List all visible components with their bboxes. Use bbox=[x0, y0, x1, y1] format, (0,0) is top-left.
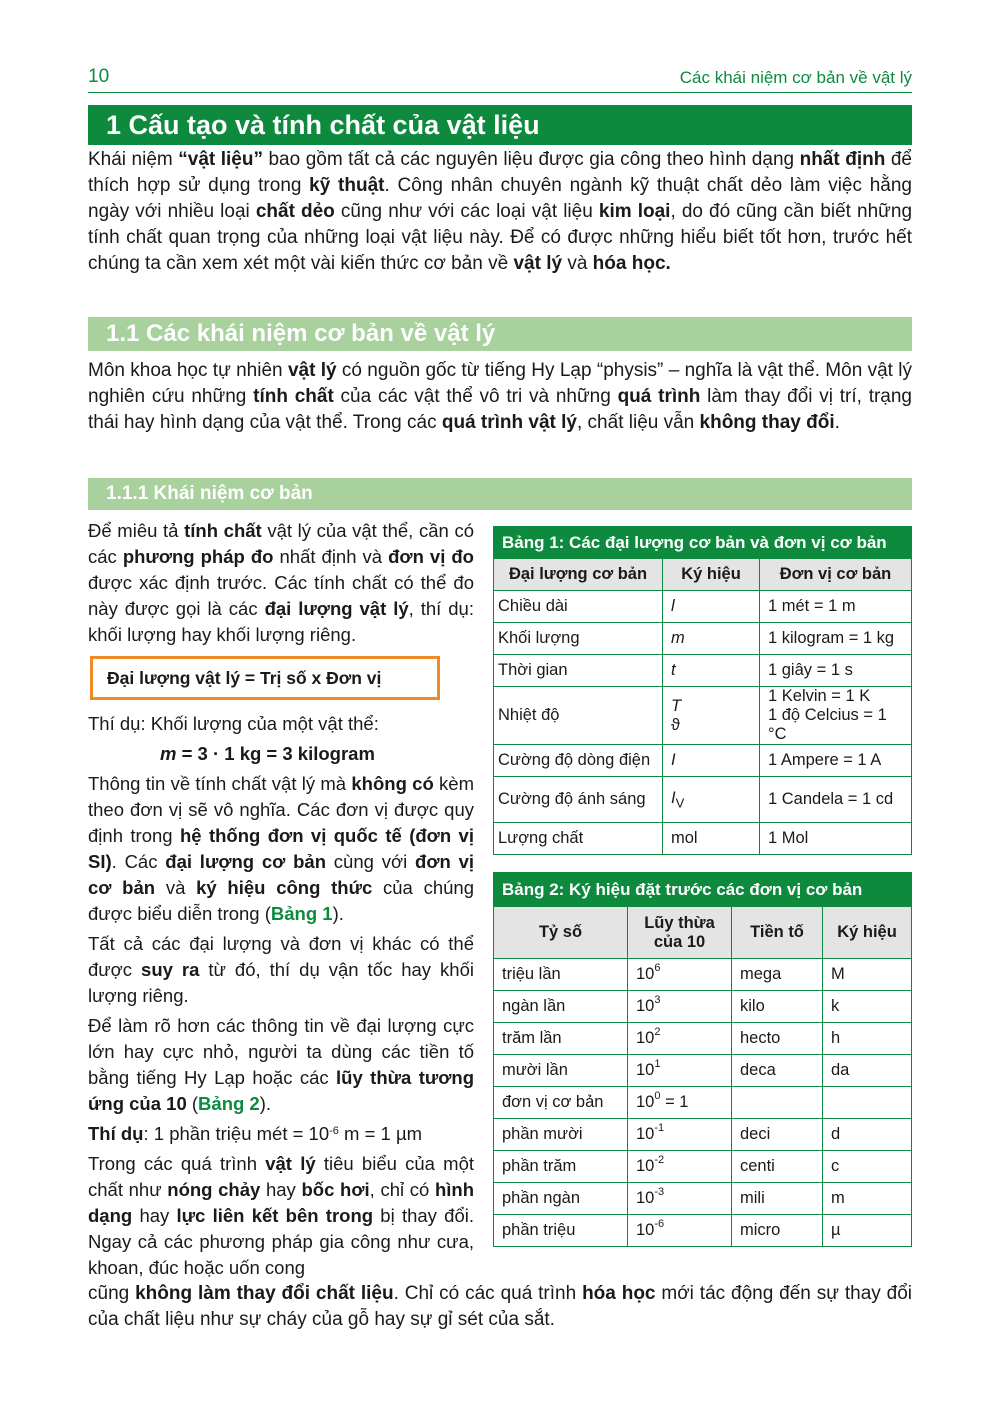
table-cell: Cường độ ánh sáng bbox=[494, 777, 663, 823]
table-row bbox=[494, 1087, 912, 1119]
table-cell: mili bbox=[732, 1183, 823, 1215]
table-cell: µ bbox=[823, 1215, 912, 1247]
table-cell: m bbox=[663, 623, 760, 655]
table-cell: c bbox=[823, 1151, 912, 1183]
table-cell: ngàn lần bbox=[494, 991, 628, 1023]
table-cell: $10^3$ bbox=[628, 991, 732, 1023]
example-intro: Thí dụ: Khối lượng của một vật thể: bbox=[88, 713, 379, 734]
table-cell: 1 giây = 1 s bbox=[760, 655, 912, 687]
paragraph-example: Thí dụ: 1 phần triệu mét = $10^{-6}$ m = 1 µm bbox=[88, 1123, 423, 1144]
table-cell: 1 Candela = 1 cd bbox=[760, 777, 912, 823]
table-cell: h bbox=[823, 1023, 912, 1055]
table-2-header: Tỷ số bbox=[494, 907, 628, 959]
table-cell: l bbox=[663, 591, 760, 623]
table-cell: $10^{-6}$ bbox=[628, 1215, 732, 1247]
intro-paragraph: Để miêu tả tính chất vật lý của vật thể, cần có các phương pháp đo nhất định và đơn vị đo được xác định trước. Các tính chất có thể đo này được gọi là các đại lượng vật lý, thí dụ: khối lượng hay khối lượng riêng. bbox=[88, 520, 474, 645]
table-cell: deca bbox=[732, 1055, 823, 1087]
table-cell: 1 kilogram = 1 kg bbox=[760, 623, 912, 655]
table-row bbox=[494, 623, 912, 655]
paragraph-physical-processes: Trong các quá trình vật lý tiêu biểu của một chất như nóng chảy hay bốc hơi, chỉ có hình dạng hay lực liên kết bên trong bị thay đổi. Ngay cả các phương pháp gia công như cưa, khoan, đúc hoặc uốn cong bbox=[88, 1153, 475, 1278]
table-cell: 1 Ampere = 1 A bbox=[760, 745, 912, 777]
table-2-header: Ký hiệu bbox=[823, 907, 912, 959]
table-cell: $10^{-3}$ bbox=[628, 1183, 732, 1215]
section-heading-1-1: 1.1 Các khái niệm cơ bản về vật lý bbox=[88, 317, 912, 351]
table-cell: mega bbox=[732, 959, 823, 991]
table-1-header: Đơn vị cơ bản bbox=[760, 559, 912, 591]
table-cell: $10^{-2}$ bbox=[628, 1151, 732, 1183]
table-cell: I bbox=[663, 745, 760, 777]
paragraph-derived: Tất cả các đại lượng và đơn vị khác có thể được suy ra từ đó, thí dụ vận tốc hay khối lượng riêng. bbox=[88, 933, 474, 1006]
page-number: 10 bbox=[88, 66, 110, 87]
table-cell: Thời gian bbox=[494, 655, 663, 687]
table-2-header: Lũy thừa của 10 bbox=[628, 907, 732, 959]
table-cell: Lượng chất bbox=[494, 823, 663, 855]
table-row bbox=[494, 1119, 912, 1151]
table-1-header: Đại lượng cơ bản bbox=[494, 559, 663, 591]
table-prefixes bbox=[493, 872, 912, 1247]
header-rule bbox=[88, 92, 912, 93]
table-cell: đơn vị cơ bản bbox=[494, 1087, 628, 1119]
table-cell: Cường độ dòng điện bbox=[494, 745, 663, 777]
table-row bbox=[494, 1151, 912, 1183]
table-row bbox=[494, 777, 912, 823]
table-cell: da bbox=[823, 1055, 912, 1087]
example-formula: m = 3 · 1 kg = 3 kilogram bbox=[160, 743, 375, 764]
section-heading-1: 1 Cấu tạo và tính chất của vật liệu bbox=[88, 105, 912, 145]
table-cell: triệu lần bbox=[494, 959, 628, 991]
left-column-body bbox=[88, 711, 474, 1285]
table-row bbox=[494, 1055, 912, 1087]
table-cell: micro bbox=[732, 1215, 823, 1247]
table-row bbox=[494, 823, 912, 855]
table-row bbox=[494, 745, 912, 777]
table-cell: hecto bbox=[732, 1023, 823, 1055]
running-title: Các khái niệm cơ bản về vật lý bbox=[679, 68, 912, 87]
table-cell: Chiều dài bbox=[494, 591, 663, 623]
table-cell: kilo bbox=[732, 991, 823, 1023]
table-row bbox=[494, 591, 912, 623]
table-cell: phần triệu bbox=[494, 1215, 628, 1247]
table-cell: $I_V$ bbox=[663, 777, 760, 823]
table-cell: phần ngàn bbox=[494, 1183, 628, 1215]
table-2-caption: Bảng 2: Ký hiệu đặt trước các đơn vị cơ bản bbox=[494, 873, 912, 907]
table-row bbox=[494, 655, 912, 687]
table-1-caption: Bảng 1: Các đại lượng cơ bản và đơn vị cơ bản bbox=[494, 527, 912, 559]
closing-paragraph: cũng không làm thay đổi chất liệu. Chỉ có các quá trình hóa học mới tác động đến sự thay đổi của chất liệu như sự cháy của gỗ hay sự gỉ sét của sắt. bbox=[88, 1283, 913, 1330]
table-cell: trăm lần bbox=[494, 1023, 628, 1055]
table-row bbox=[494, 1023, 912, 1055]
table-cell: phần mười bbox=[494, 1119, 628, 1151]
paragraph-prefixes: Để làm rõ hơn các thông tin về đại lượng cực lớn hay cực nhỏ, người ta dùng các tiền tố bằng tiếng Hy Lạp hoặc các lũy thừa tương ứng của 10 (Bảng 2). bbox=[88, 1015, 475, 1114]
table-cell: 1 Mol bbox=[760, 823, 912, 855]
table-cell: mười lần bbox=[494, 1055, 628, 1087]
table-cell: M bbox=[823, 959, 912, 991]
table-row bbox=[494, 1215, 912, 1247]
table-cell: m bbox=[823, 1183, 912, 1215]
table-cell: Nhiệt độ bbox=[494, 687, 663, 745]
table-cell: $10^6$ bbox=[628, 959, 732, 991]
section-1-1-paragraph: Môn khoa học tự nhiên vật lý có nguồn gốc từ tiếng Hy Lạp “physis” – nghĩa là vật thể. Môn vật lý nghiên cứu những tính chất của các vật thể vô tri và những quá trình làm thay đổi vị trí, trạng thái hay hình dạng của vật thể. Trong các quá trình vật lý, chất liệu vẫn không thay đổi. bbox=[88, 360, 913, 433]
section-1-paragraph: Khái niệm “vật liệu” bao gồm tất cả các nguyên liệu được gia công theo hình dạng nhất định để thích hợp sử dụng trong kỹ thuật. Công nhân chuyên ngành kỹ thuật chất dẻo làm việc hằng ngày với nhiều loại chất dẻo cũng như với các loại vật liệu kim loại, do đó cũng cần biết những tính chất quan trọng của những loại vật liệu này. Để có được những hiểu biết tốt hơn, trước hết chúng ta cần xem xét một vài kiến thức cơ bản về vật lý và hóa học. bbox=[88, 149, 913, 274]
paragraph-si-units: Thông tin về tính chất vật lý mà không có kèm theo đơn vị sẽ vô nghĩa. Các đơn vị được quy định trong hệ thống đơn vị quốc tế (đơn vị SI). Các đại lượng cơ bản cùng với đơn vị cơ bản và ký hiệu công thức của chúng được biểu diễn trong (Bảng 1). bbox=[88, 773, 475, 924]
table-row bbox=[494, 687, 912, 745]
table-cell: deci bbox=[732, 1119, 823, 1151]
table-cell: $10^0 = 1$ bbox=[628, 1087, 732, 1119]
section-heading-1-1-1: 1.1.1 Khái niệm cơ bản bbox=[88, 478, 912, 510]
table-cell bbox=[732, 1087, 823, 1119]
table-row bbox=[494, 991, 912, 1023]
table-2-header: Tiền tố bbox=[732, 907, 823, 959]
table-cell: $10^1$ bbox=[628, 1055, 732, 1087]
table-cell: $10^2$ bbox=[628, 1023, 732, 1055]
left-column-top bbox=[88, 518, 474, 652]
table-cell: d bbox=[823, 1119, 912, 1151]
table-cell: 1 mét = 1 m bbox=[760, 591, 912, 623]
table-1-header: Ký hiệu bbox=[663, 559, 760, 591]
table-cell: 1 Kelvin = 1 K 1 độ Celcius = 1 °C bbox=[760, 687, 912, 745]
table-cell: centi bbox=[732, 1151, 823, 1183]
table-cell: Khối lượng bbox=[494, 623, 663, 655]
table-cell bbox=[823, 1087, 912, 1119]
table-row bbox=[494, 1183, 912, 1215]
table-base-quantities bbox=[493, 526, 912, 855]
table-cell: k bbox=[823, 991, 912, 1023]
formula-box: Đại lượng vật lý = Trị số x Đơn vị bbox=[90, 656, 440, 700]
table-cell: phần trăm bbox=[494, 1151, 628, 1183]
table-cell: mol bbox=[663, 823, 760, 855]
table-cell: t bbox=[663, 655, 760, 687]
table-cell: $10^{-1}$ bbox=[628, 1119, 732, 1151]
table-row bbox=[494, 959, 912, 991]
table-cell: T ϑ bbox=[663, 687, 760, 745]
